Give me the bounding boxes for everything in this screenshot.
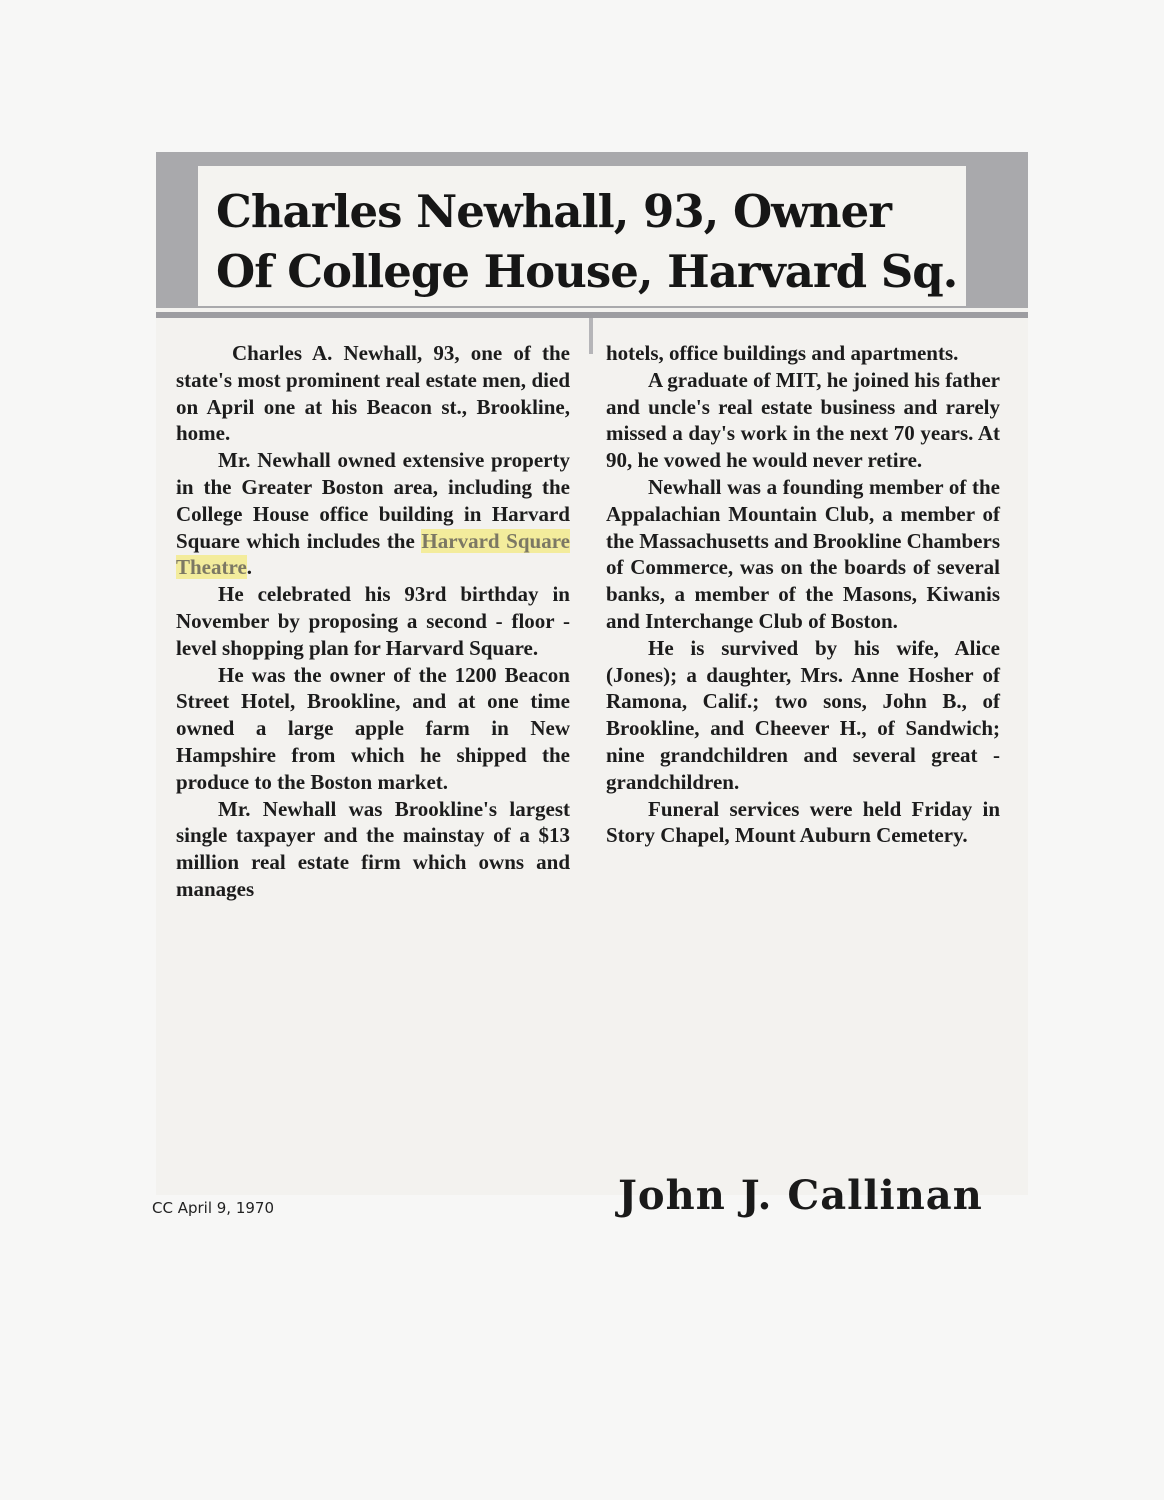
paragraph-5: Mr. Newhall was Brookline's largest single taxpayer and the mainstay of a $13 million real estate firm which owns and manages [176, 796, 570, 901]
paragraph-2 [176, 447, 570, 581]
paragraph-2-text: Mr. Newhall owned extensive property in the Greater Boston area, including the College House office building in Harvard Square which includes the [176, 448, 570, 553]
column-divider [589, 318, 593, 354]
highlighted-text: Harvard Square Theatre [176, 528, 570, 580]
article-column-left [176, 340, 570, 903]
source-caption: CC April 9, 1970 [152, 1199, 275, 1217]
paragraph-7: Newhall was a founding member of the Appalachian Mountain Club, a member of the Massachusetts and Brookline Chambers of Commerce, was on the boards of several banks, a member of the Masons, Kiwanis and Interchange Club of Boston. [606, 474, 1000, 633]
headline-box [198, 166, 966, 306]
headline-line-1: Charles Newhall, 93, Owner [216, 185, 891, 238]
paragraph-1: Charles A. Newhall, 93, one of the state's most prominent real estate men, died on April one at his Beacon st., Brookline, home. [176, 341, 570, 446]
headline-line-2: Of College House, Harvard Sq. [216, 245, 958, 298]
paragraph-4: He was the owner of the 1200 Beacon Street Hotel, Brookline, and at one time owned a large apple farm in New Hampshire from which he shipped the produce to the Boston market. [176, 662, 570, 794]
paragraph-3: He celebrated his 93rd birthday in November by proposing a second - floor - level shopping plan for Harvard Square. [176, 582, 570, 660]
paragraph-6: A graduate of MIT, he joined his father and uncle's real estate business and rarely missed a day's work in the next 70 years. At 90, he vowed he would never retire. [606, 367, 1000, 473]
paragraph-8: He is survived by his wife, Alice (Jones); a daughter, Mrs. Anne Hosher of Ramona, Calif.; two sons, John B., of Brookline, and Cheever H., of Sandwich; nine grandchildren and several great - grandchildren. [606, 635, 1000, 794]
paragraph-2-end: . [246, 555, 253, 580]
paragraph-9: Funeral services were held Friday in Story Chapel, Mount Auburn Cemetery. [606, 796, 1000, 848]
headline [216, 182, 976, 302]
next-article-headline: John J. Callinan [618, 1172, 983, 1219]
paragraph-5-continued: hotels, office buildings and apartments. [606, 341, 959, 365]
article-column-right [606, 340, 1000, 849]
